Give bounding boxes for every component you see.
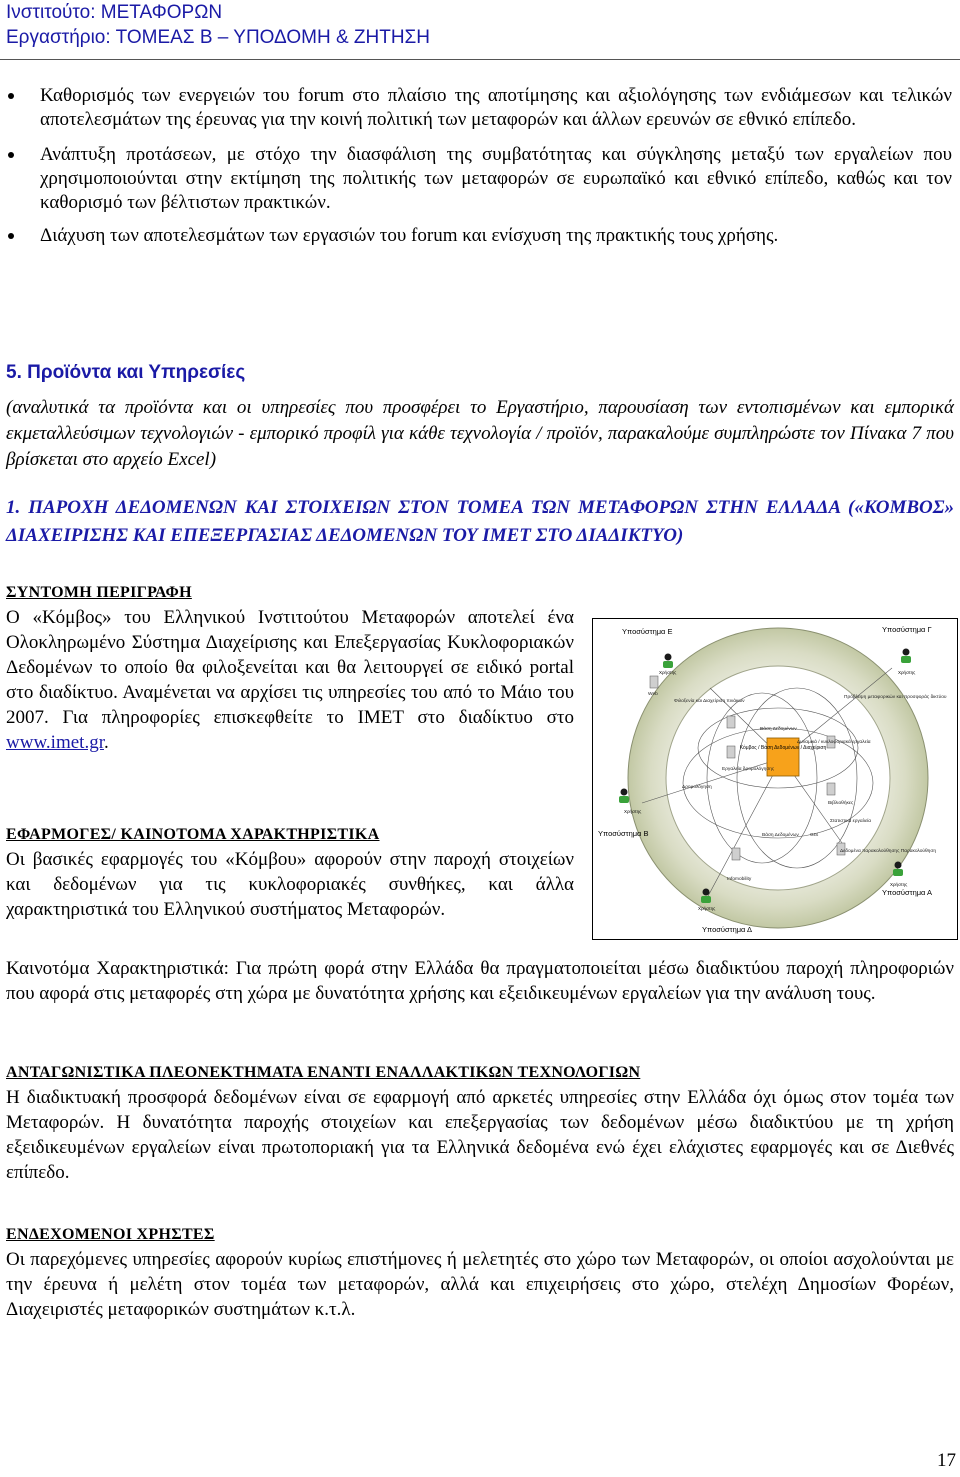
node-label: Στατιστικά εργαλεία (830, 819, 872, 824)
apps-paragraph: Οι βασικές εφαρμογές του «Κόμβου» αφορούν στην παροχή στοιχείων και δεδομένων για τις κυκλοφοριακές συνθήκες, και άλλα χαρακτηριστικά του Ελληνικού συστήματος Μεταφορών. (6, 849, 574, 920)
header-lab: Εργαστήριο: ΤΟΜΕΑΣ Β – ΥΠΟΔΟΜΗ & ΖΗΤΗΣΗ (6, 27, 431, 48)
user-label: Χρήστης (624, 809, 642, 814)
node-label: Βάση Δεδομένων (762, 833, 799, 838)
bullet-text: Ανάπτυξη προτάσεων, με στόχο την διασφάλιση της συμβατότητας και σύγκλησης μεταξύ των εργαλείων που χρησιμοποιούνται στην εκτίμηση της πολιτικής των μεταφορών σε ευρωπαϊκό και εθνικό επίπεδο, καθώς και τον καθορισμό των βέλτιστων πρακτικών. (40, 144, 952, 213)
list-item (0, 224, 952, 248)
node-label: Δεδομένα παρακολούθησης Παρακολούθηση (840, 849, 936, 854)
system-diagram (592, 618, 958, 940)
user-label: Χρήστης (898, 670, 916, 675)
core-label: Κόμβος / Βάση Δεδομένων / Διαχείριση (739, 745, 827, 751)
page-number: 17 (937, 1450, 956, 1471)
node-label: Δρομολόγηση (682, 785, 712, 790)
subsystem-b-label: Υποσύστημα Β (598, 829, 649, 838)
subsystem-d-label: Υποσύστημα Δ (702, 925, 753, 934)
summary-heading: ΣΥΝΤΟΜΗ ΠΕΡΙΓΡΑΦΗ (6, 584, 192, 601)
subsystem-c-label: Υποσύστημα Γ (882, 625, 932, 634)
list-item (0, 84, 952, 132)
user-label: Χρήστης (890, 882, 908, 887)
user-label: Χρήστης (698, 906, 716, 911)
subsystem-a-label: Υποσύστημα Α (882, 888, 933, 897)
imet-link[interactable]: www.imet.gr (6, 732, 104, 753)
node-label: Δυναμικά / κυκλοφοριακά εργαλεία (797, 740, 871, 745)
users-heading: ΕΝΔΕΧΟΜΕΝΟΙ ΧΡΗΣΤΕΣ (6, 1226, 215, 1243)
competitive-block (6, 1060, 954, 1185)
users-block (6, 1222, 954, 1322)
bullet-text: Καθορισμός των ενεργειών του forum στο πλαίσιο της αποτίμησης και αξιολόγησης των ενδιάμεσων και τελικών αποτελεσμάτων της έρευνας για την κοινή πολιτική των μεταφορών και άλλων ερευνών σε εθνικό επίπεδο. (40, 85, 952, 130)
node-label: GIS (810, 833, 819, 838)
summary-block (6, 580, 574, 755)
summary-text: Ο «Κόμβος» του Ελληνικού Ινστιτούτου Μεταφορών αποτελεί ένα Ολοκληρωμένο Σύστημα Διαχείρισης και Επεξεργασίας Κυκλοφοριακών Δεδομένων το οποίο θα φιλοξενείται και θα λειτουργεί σε ειδικό portal στο διαδίκτυο. Αναμένεται να αρχίσει τις υπηρεσίες του από το Μάιο του 2007. Για πληροφορίες επισκεφθείτε το ΙΜΕΤ στο διαδίκτυο στο (6, 607, 574, 728)
list-item (0, 143, 952, 215)
section-note: (αναλυτικά τα προϊόντα και οι υπηρεσίες που προσφέρει το Εργαστήριο, παρουσίαση των εντοπισμένων και εμπορικά εκμεταλλεύσιμων τεχνολογιών - εμπορικό προφίλ για κάθε τεχνολογία / προϊόν, παρακαλούμε συμπληρώστε τον Πίνακα 7 που βρίσκεται στο αρχείο Excel) (6, 397, 954, 470)
node-label: Πρόβλεψη μεταφορικών και προσφοράς δικτύου (844, 695, 947, 700)
node-label: Web (648, 692, 658, 697)
competitive-heading: ΑΝΤΑΓΩΝΙΣΤΙΚΑ ΠΛΕΟΝΕΚΤΗΜΑΤΑ ΕΝΑΝΤΙ ΕΝΑΛΛΑΚΤΙΚΩΝ ΤΕΧΝΟΛΟΓΙΩΝ (6, 1064, 641, 1081)
node-label: Βιβλιοθήκες (828, 801, 854, 806)
bullet-list (0, 84, 960, 259)
header-divider (0, 59, 960, 60)
users-paragraph: Οι παρεχόμενες υπηρεσίες αφορούν κυρίως επιστήμονες ή μελετητές στο χώρο των Μεταφορών, οι οποίοι ασχολούνται με την έρευνα ή μελέτη στον τομέα των μεταφορών, αλλά και επιχειρήσεις στο χώρο, στελέχη Δημοσίων Φορέων, Διαχειριστές μεταφορικών συστημάτων κ.τ.λ. (6, 1249, 954, 1320)
subsystem-e-label: Υποσύστημα Ε (622, 627, 673, 636)
user-label: Χρήστης (659, 670, 677, 675)
section-title: 5. Προϊόντα και Υπηρεσίες (6, 362, 246, 383)
product-title: 1. ΠΑΡΟΧΗ ΔΕΔΟΜΕΝΩΝ ΚΑΙ ΣΤΟΙΧΕΙΩΝ ΣΤΟΝ ΤΟΜΕΑ ΤΩΝ ΜΕΤΑΦΟΡΩΝ ΣΤΗΝ ΕΛΛΑΔΑ («ΚΟΜΒΟΣ» ΔΙΑΧΕΙΡΙΣΗΣ ΚΑΙ ΕΠΕΞΕΡΓΑΣΙΑΣ ΔΕΔΟΜΕΝΩΝ ΤΟΥ ΙΜΕΤ ΣΤΟ ΔΙΑΔΙΚΤΥΟ) (6, 497, 954, 546)
node-label: Infomobility (727, 877, 752, 882)
bullet-icon (8, 152, 14, 158)
bullet-icon (8, 233, 14, 239)
node-label: Φιλοξενία και Διαχείριση πινάκων (674, 699, 745, 704)
apps-heading: ΕΦΑΡΜΟΓΕΣ/ ΚΑΙΝΟΤΟΜΑ ΧΑΡΑΚΤΗΡΙΣΤΙΚΑ (6, 826, 380, 843)
bullet-text: Διάχυση των αποτελεσμάτων των εργασιών του forum και ενίσχυση της πρακτικής τους χρήσης. (40, 225, 779, 246)
innovation-paragraph: Καινοτόμα Χαρακτηριστικά: Για πρώτη φορά στην Ελλάδα θα πραγματοποιείται μέσω διαδικτύου παροχή πληροφοριών που αφορά στις μεταφορές στη χώρα με δυνατότητα χρήσης και εξειδικευμένων εργαλείων για την ανάλυση τους. (6, 958, 954, 1004)
node-label: Βάση Δεδομένων (760, 727, 797, 732)
summary-paragraph (6, 605, 574, 755)
apps-block (6, 822, 574, 922)
node-label: Εργαλεία δρομολόγησης (722, 767, 775, 772)
summary-end: . (103, 732, 109, 753)
header-institute: Ινστιτούτο: ΜΕΤΑΦΟΡΩΝ (6, 2, 223, 23)
competitive-paragraph: Η διαδικτυακή προσφορά δεδομένων είναι σε εφαρμογή από αρκετές υπηρεσίες στην Ελλάδα όχι όμως στον τομέα των Μεταφορών. Η δυνατότητα παροχής στοιχείων και επεξεργασίας των δεδομένων μέσω διαδικτύου με τη χρήση εξειδικευμένων εργαλείων είναι πρωτοποριακή για τα Ελληνικά δεδομένα ενώ έχει ελάχιστες εφαρμογές και σε Διεθνές επίπεδο. (6, 1087, 954, 1183)
bullet-icon (8, 93, 14, 99)
